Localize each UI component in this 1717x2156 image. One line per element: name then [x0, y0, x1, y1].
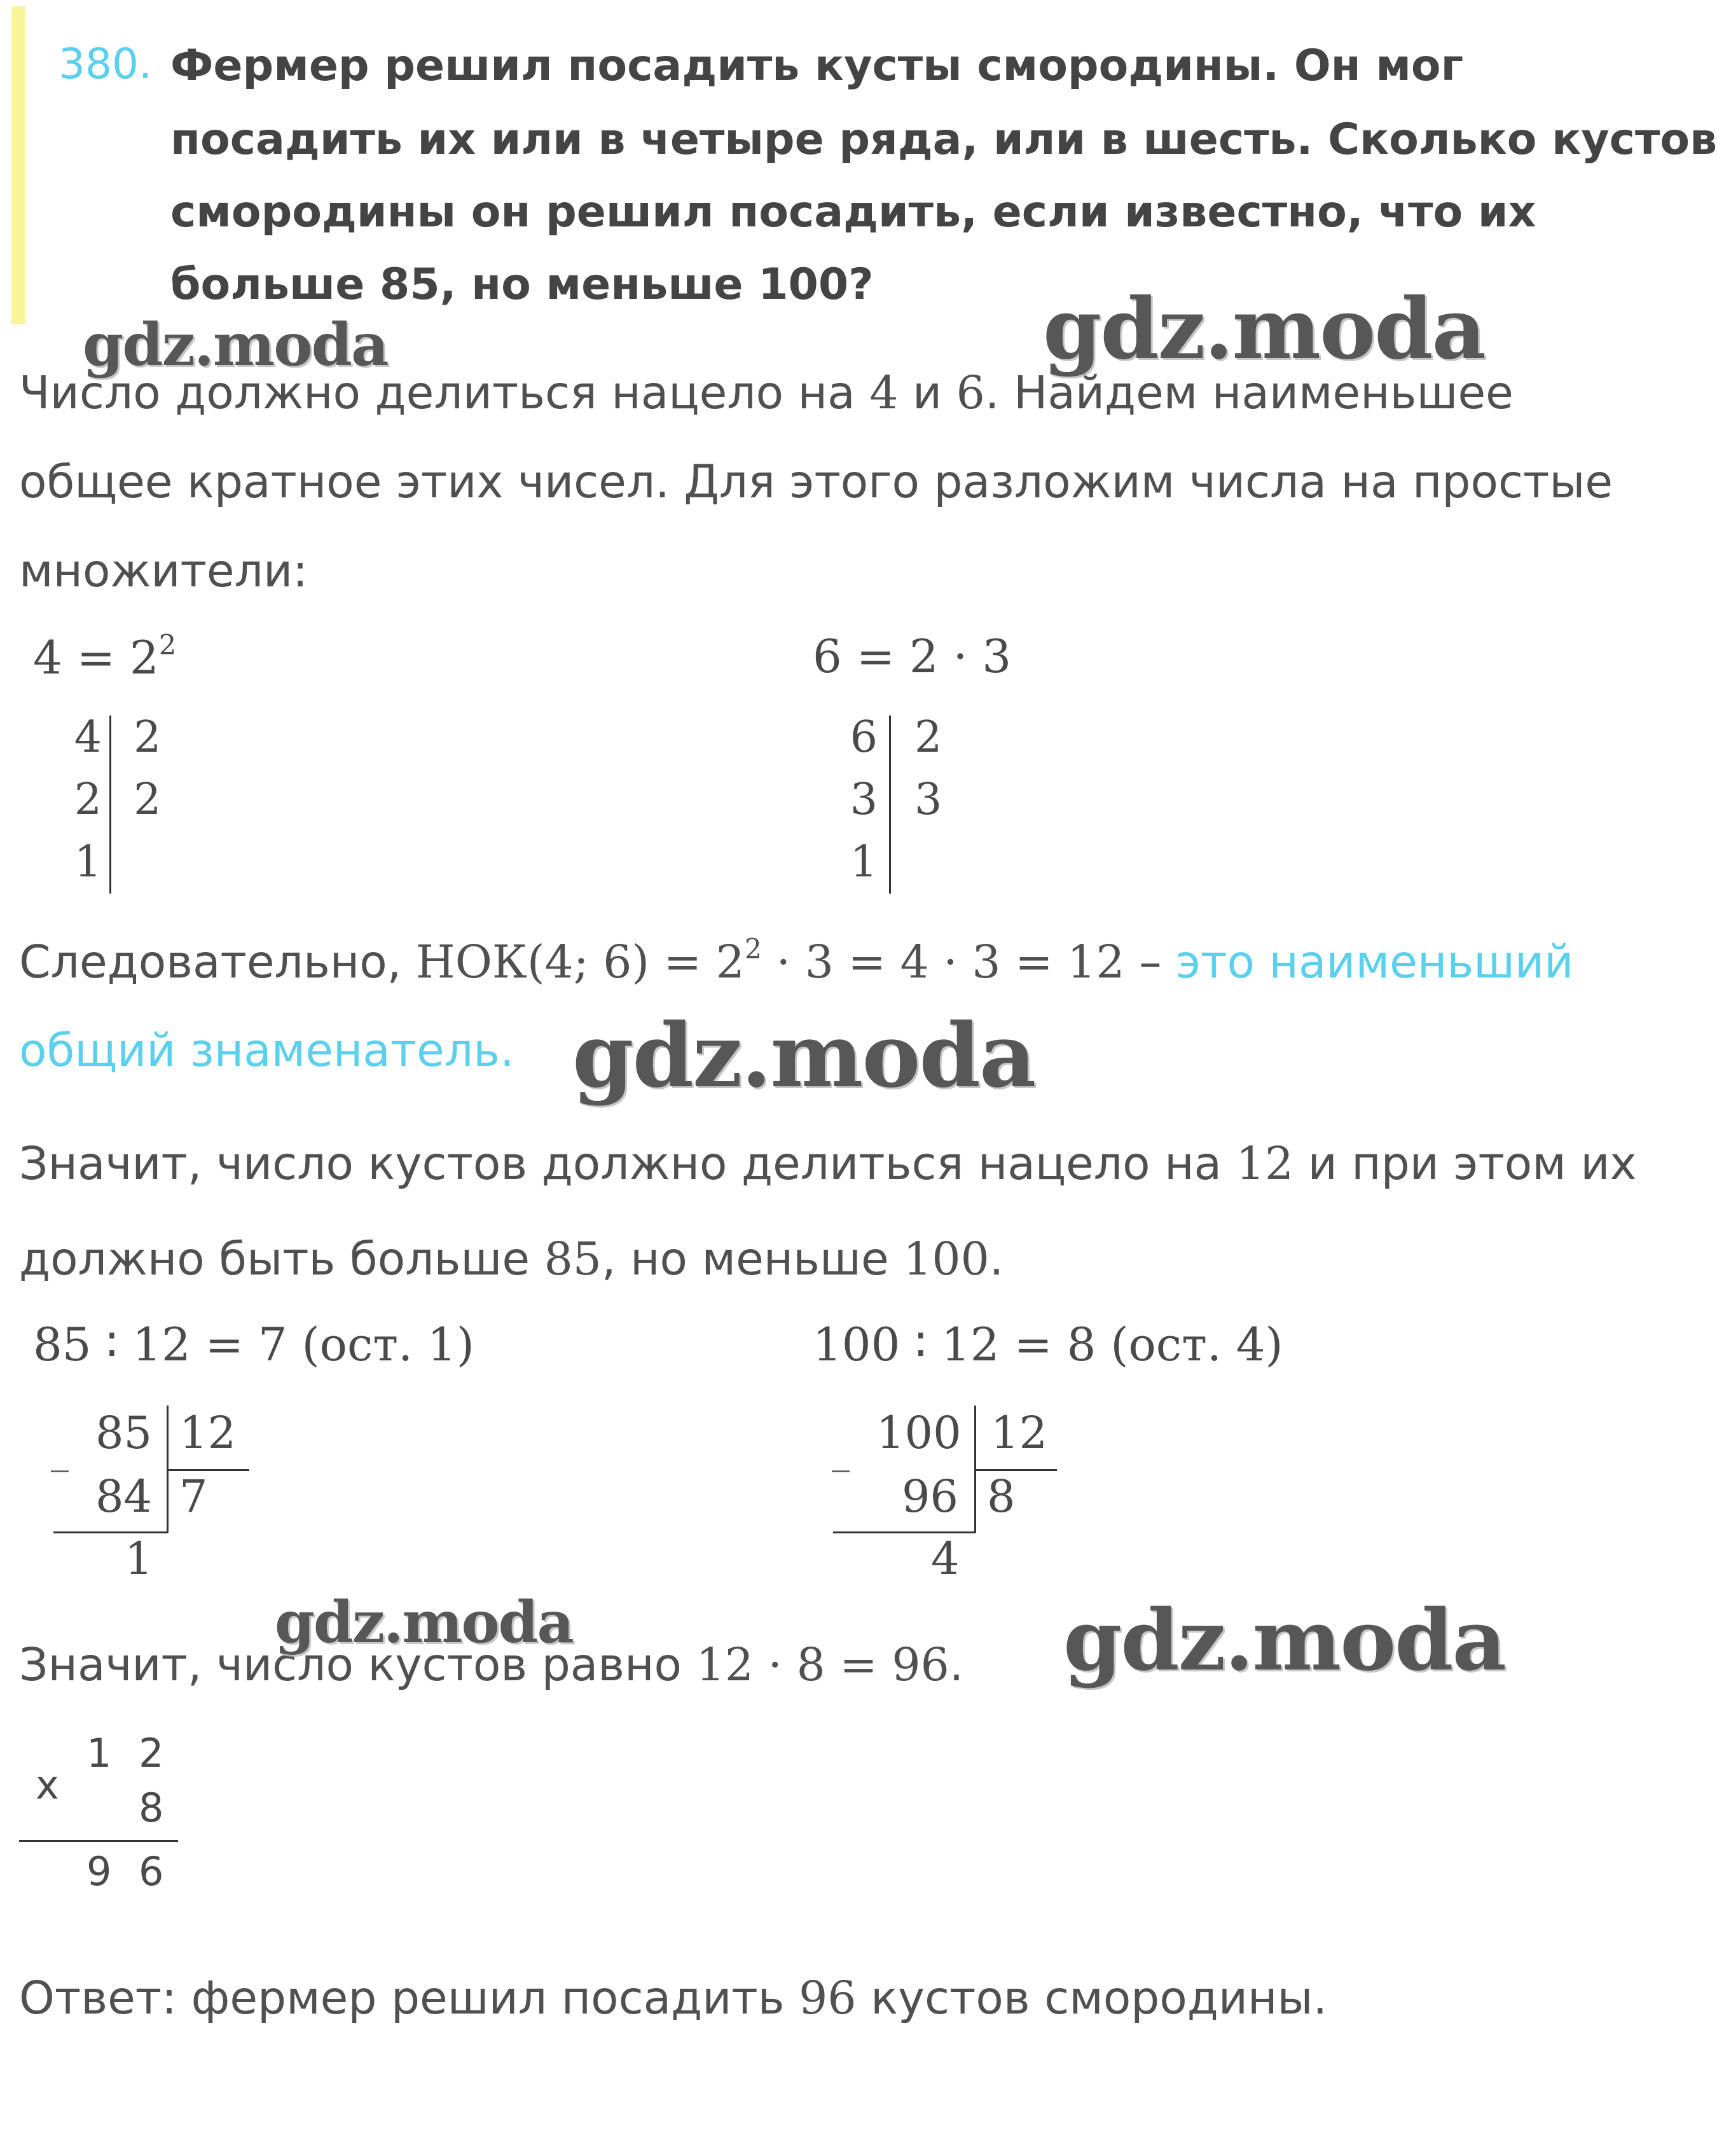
answer-text-a: Ответ: фермер решил посадить: [19, 1972, 799, 2024]
factor4-table: [64, 712, 191, 903]
watermark-1: gdz.moda: [83, 310, 388, 379]
factor4-left-2: 2: [74, 775, 102, 825]
answer-line: [19, 1972, 1327, 2024]
task-line-2: посадить их или в четыре ряда, или в шесть. Сколько кустов: [170, 114, 1717, 165]
conclusion-dash: –: [1124, 935, 1176, 988]
conclusion-prefix: Следовательно,: [19, 935, 416, 988]
factor4-equation: [33, 630, 176, 684]
multiply-top-digit-1: 1: [86, 1730, 112, 1776]
multiply-sign: x: [36, 1762, 59, 1808]
result-text-b: .: [949, 1638, 964, 1691]
factor6-divider: [889, 715, 891, 894]
factor6-right-2: 3: [914, 775, 942, 825]
factor4-right-2: 2: [134, 775, 162, 825]
factor6-equation: 6 = 2 · 3: [813, 630, 1012, 683]
lcm-expression-a: НОК(4; 6) = 2: [415, 935, 745, 988]
div2-subtrahend: 96: [902, 1470, 959, 1523]
intro-text-c: . Найдем наименьшее: [984, 366, 1514, 419]
div1-subtrahend: 84: [95, 1470, 153, 1523]
div2-quotient: 8: [987, 1470, 1016, 1523]
watermark-4: gdz.moda: [275, 1589, 573, 1656]
conclusion-line-1: [19, 934, 1573, 988]
div2-minus: _: [832, 1431, 850, 1472]
factor6-left-1: 6: [850, 712, 878, 763]
task-number: 380.: [59, 39, 152, 88]
factor4-left-1: 4: [74, 712, 102, 763]
factor6-left-2: 3: [850, 775, 878, 825]
watermark-2: gdz.moda: [1043, 280, 1486, 378]
div2-equation: 100 ∶ 12 = 8 (ост. 4): [813, 1318, 1283, 1371]
intro-text-b: и: [898, 366, 956, 419]
bushes-text-e: .: [989, 1233, 1004, 1285]
bushes-text-d: , но меньше: [601, 1233, 904, 1285]
task-line-1: Фермер решил посадить кусты смородины. Он мог: [170, 41, 1464, 91]
bushes-number-100: 100: [903, 1233, 990, 1285]
div1-divisor: 12: [179, 1407, 237, 1459]
div1-equation: 85 ∶ 12 = 7 (ост. 1): [33, 1318, 474, 1371]
task-line-3: смородины он решил посадить, если известно, что их: [170, 187, 1536, 237]
intro-line-3: множители:: [19, 544, 308, 597]
answer-text-b: кустов смородины.: [856, 1972, 1328, 2024]
conclusion-highlight-2: общий знаменатель.: [19, 1024, 514, 1077]
div1-quotient: 7: [179, 1470, 208, 1523]
bushes-line-1: [19, 1137, 1637, 1190]
factor4-right-1: 2: [134, 712, 162, 763]
multiply-result-digit-2: 6: [139, 1848, 164, 1895]
factor4-divider: [109, 715, 111, 894]
div1-dividend: 85: [95, 1407, 153, 1459]
bushes-number-12: 12: [1236, 1137, 1293, 1190]
factor6-table: [839, 712, 967, 903]
lcm-exponent: 2: [744, 934, 762, 965]
factor4-eq-exponent: 2: [158, 630, 177, 661]
intro-number-6: 6: [956, 366, 985, 419]
factor6-right-1: 2: [914, 712, 942, 763]
multiply-top-digit-2: 2: [139, 1730, 164, 1776]
bushes-text-b: и при этом их: [1293, 1137, 1637, 1190]
intro-line-2: общее кратное этих чисел. Для этого разложим числа на простые: [19, 455, 1613, 508]
bushes-text-a: Значит, число кустов должно делиться нацело на: [19, 1137, 1236, 1190]
div2-remainder: 4: [931, 1533, 960, 1585]
factor6-left-3: 1: [850, 837, 878, 887]
lcm-expression-b: · 3 = 4 · 3 = 12: [762, 935, 1125, 988]
intro-text-a: Число должно делиться нацело на: [19, 366, 870, 419]
factor4-eq-lhs: 4 = 2: [33, 631, 159, 685]
task-line-4: больше 85, но меньше 100?: [170, 259, 874, 310]
result-text-a: Значит, число кустов равно: [19, 1638, 696, 1691]
div1-minus: _: [51, 1431, 69, 1472]
task-highlight-bar: [11, 6, 25, 324]
answer-number: 96: [799, 1972, 857, 2024]
div1-remainder: 1: [125, 1533, 153, 1585]
bushes-line-2: [19, 1233, 1003, 1285]
watermark-5: gdz.moda: [1063, 1591, 1506, 1690]
multiply-result-digit-1: 9: [86, 1848, 112, 1895]
intro-number-4: 4: [869, 366, 899, 419]
bushes-number-85: 85: [544, 1233, 602, 1285]
div2-divisor: 12: [991, 1407, 1048, 1459]
watermark-3: gdz.moda: [572, 1004, 1035, 1107]
result-expression: 12 · 8 = 96: [696, 1638, 949, 1691]
div2-dividend: 100: [876, 1407, 962, 1459]
multiply-line: [19, 1840, 178, 1842]
multiply-bottom-digit: 8: [139, 1785, 164, 1831]
conclusion-highlight-1: это наименьший: [1176, 935, 1574, 988]
factor4-left-3: 1: [74, 837, 102, 887]
lcm-expression: [416, 936, 1125, 988]
bushes-text-c: должно быть больше: [19, 1233, 544, 1285]
